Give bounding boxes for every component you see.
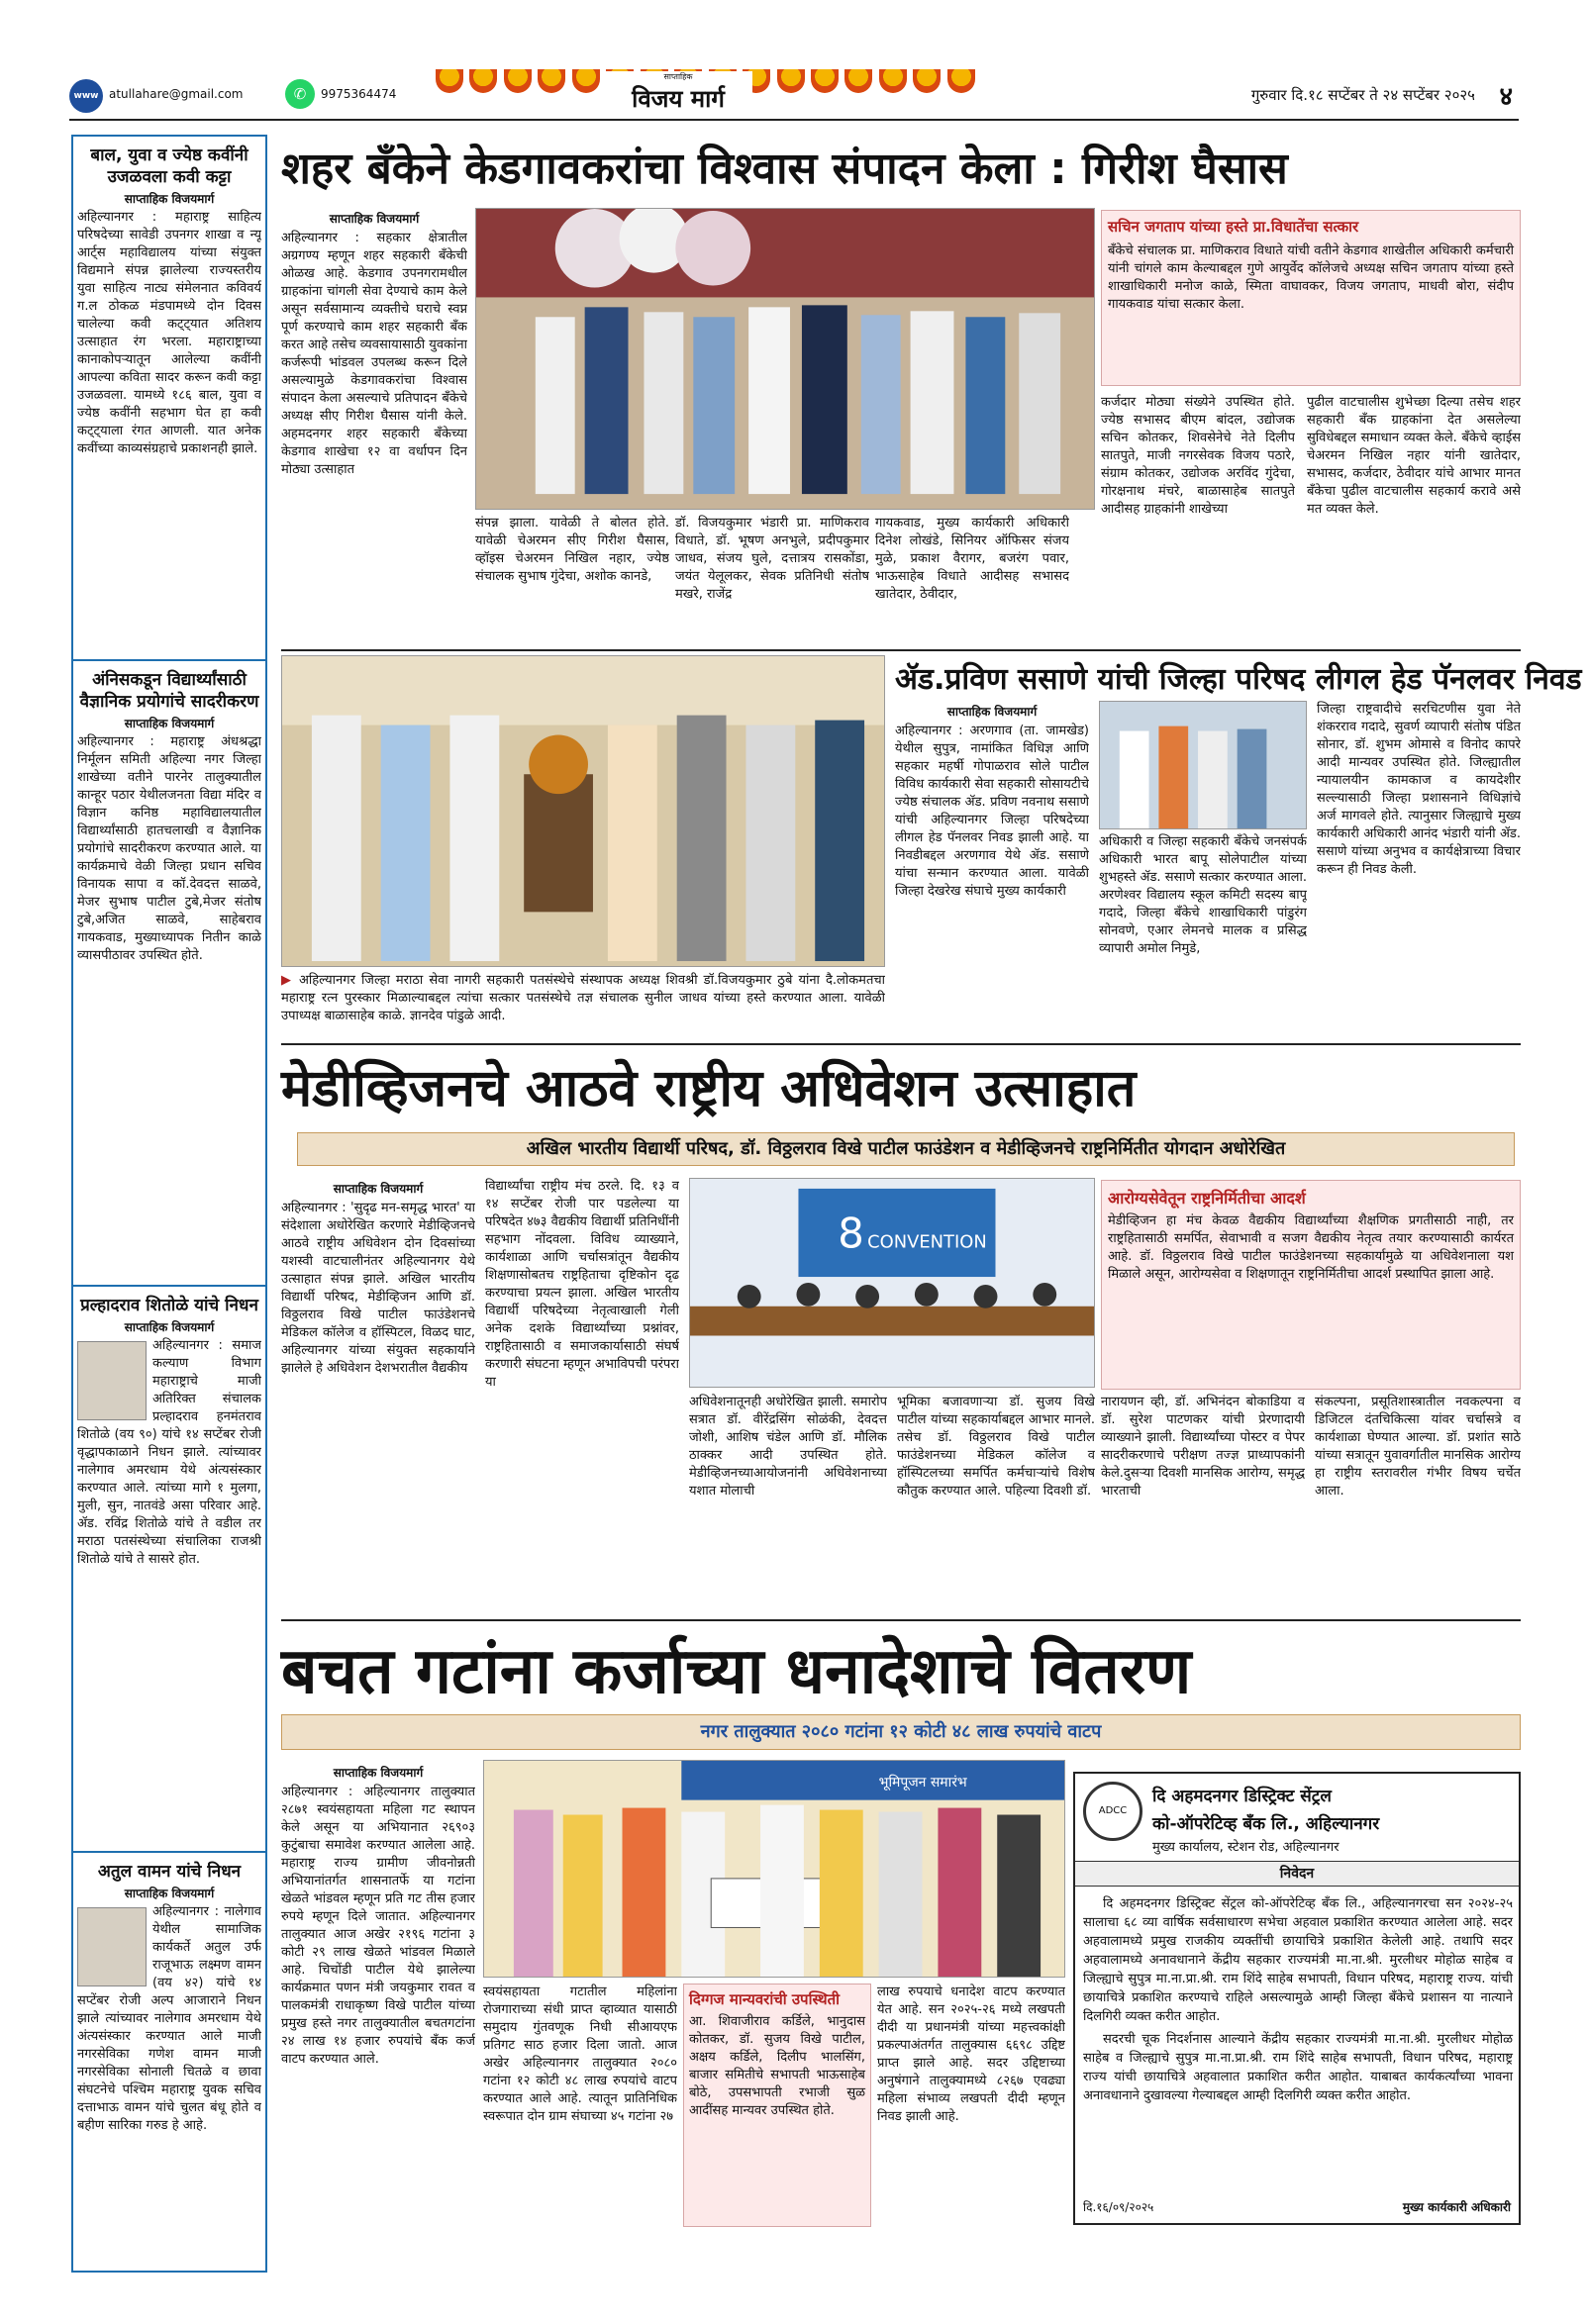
story4-col2: स्वयंसहायता गटातील महिलांना रोजगाराच्या संधी प्राप्त व्हाव्यात यासाठी समुदाय गुंतवणूक निधी सीआयएफ प्रतिगट साठ हजार दिला जातो. आज अखेर अहिल्यानगर तालुक्यात २०८० गटांना १२ कोटी ४८ लाख रुपयांचे वाटप करण्यात आले आहे. त्यातून प्रातिनिधिक स्वरूपात दोन ग्राम संघाच्या ४५ गटांना २७ xyxy=(483,1985,677,2124)
section-divider xyxy=(281,1619,1521,1621)
selection-photo xyxy=(1099,701,1307,829)
left-story-3-title: प्रल्हादराव शितोळे यांचे निधन xyxy=(80,1296,258,1315)
byline: साप्ताहिक विजयमार्ग xyxy=(333,1182,424,1196)
story3-col1-text: अहिल्यानगर : 'सुदृढ मन-समृद्ध भारत' या संदेशाला अधोरेखित करणारे मेडीव्हिजनचे आठवे राष्ट्रीय अधिवेशन दोन दिवसांच्या यशस्वी वाटचालीनंतर अहिल्यानगर येथे उत्साहात संपन्न झाले. अखिल भारतीय विद्यार्थी परिषद, मेडीव्हिजन आणि डॉ. विठ्ठलराव विखे पाटील फाउंडेशनचे मेडिकल कॉलेज व हॉस्पिटल, विळद घाट, अहिल्यानगर यांच्या संयुक्त सहकार्याने झालेले हे अधिवेशन देशभरातील वैद्यकीय xyxy=(281,1201,475,1376)
story1-headline: शहर बँकेने केडगावकरांचा विश्वास संपादन केला : गिरीश घैसास xyxy=(281,144,1288,194)
page-header xyxy=(69,69,1519,121)
divider xyxy=(73,1285,265,1287)
bank-event-photo xyxy=(475,208,1095,510)
left-story-1-title: बाल, युवा व ज्येष्ठ कवींनी उजळवला कवी कट्टा xyxy=(90,145,248,187)
story3-sidebox xyxy=(1101,1180,1521,1390)
cheque-distribution-photo xyxy=(483,1760,1065,1978)
story2-col1-text: अहिल्यानगर : अरणगाव (ता. जामखेड) येथील सुपुत्र, नामांकित विधिज्ञ आणि सहकार महर्षी गोपाळराव सोले पाटील विविध कार्यकारी सेवा सहकारी सोसायटीचे ज्येष्ठ संचालक ॲड. प्रविण नवनाथ ससाणे यांची अहिल्यानगर जिल्हा परिषदेच्या लीगल हेड पॅनलवर निवड झाली आहे. या निवडीबद्दल अरणगाव येथे ॲड. ससाणे यांचा सन्मान करण्यात आला. यावेळी जिल्हा देखरेख संघाचे मुख्य कार्यकारी xyxy=(895,724,1089,899)
byline: साप्ताहिक विजयमार्ग xyxy=(124,1887,215,1900)
caption-arrow-icon: ▶ xyxy=(281,973,299,988)
story3-col6: संकल्पना, प्रसूतिशास्त्रातील नवकल्पना व डिजिटल दंतचिकित्सा यांवर चर्चासत्रे व कार्यशाळा घेण्यात आल्या. डॉ. प्रशांत साठे यांच्या सत्रातून युवावर्गातील मानसिक आरोग्य हा राष्ट्रीय स्तरावरील गंभीर विषय चर्चेत आला. xyxy=(1315,1395,1521,1499)
convention-word: CONVENTION xyxy=(867,1231,987,1253)
story2-col1 xyxy=(895,701,1089,1037)
notice-title-1: दि अहमदनगर डिस्ट्रिक्ट सेंट्रल xyxy=(1152,1787,1332,1806)
story3-col3: अधिवेशनातूनही अधोरेखित झाली. समारोप सत्रात डॉ. वीरेंद्रसिंग सोळंकी, देवदत्त जोशी, आशिष चंडेल आणि डॉ. मौलिक ठाक्कर आदी उपस्थित होते. मेडीव्हिजनच्याआयोजनांनी अधिवेशनाच्या यशात मोलाची xyxy=(689,1395,887,1499)
masthead-small: साप्ताहिक xyxy=(663,72,693,81)
byline: साप्ताहिक विजयमार्ग xyxy=(124,192,215,206)
sidebox-title: सचिन जगताप यांच्या हस्ते प्रा.विधातेंचा सत्कार xyxy=(1108,218,1359,236)
section-divider xyxy=(281,1043,1521,1045)
story3-col2: विद्यार्थ्यांचा राष्ट्रीय मंच ठरले. दि. १३ व १४ सप्टेंबर रोजी पार पडलेल्या या परिषदेत ४७३ वैद्यकीय विद्यार्थी प्रतिनिधींनी सहभाग नोंदवला. विविध व्याख्याने, कार्यशाळा आणि चर्चासत्रांतून वैद्यकीय शिक्षणासोबतच राष्ट्रहिताचा दृष्टिकोन दृढ करण्याचा प्रयत्न झाला. अखिल भारतीय विद्यार्थी परिषदेच्या नेतृत्वाखाली गेली अनेक दशके विद्यार्थ्यांच्या प्रश्नांवर, राष्ट्रहितासाठी व समाजकार्यासाठी संघर्ष करणारी संघटना म्हणून अभाविपची परंपरा या xyxy=(485,1179,679,1390)
header-email: atullahare@gmail.com xyxy=(109,87,244,101)
masthead xyxy=(604,71,752,115)
convention-number: 8 xyxy=(838,1209,864,1258)
sidebox-title: दिग्गज मान्यवरांची उपस्थिती xyxy=(689,1990,841,2008)
notice-para-2: सदरची चूक निदर्शनास आल्याने केंद्रीय सहकार राज्यमंत्री मा.ना.श्री. मुरलीधर मोहोळ साहेब व जिल्ह्याचे सुपुत्र मा.ना.प्रा.श्री. राम शिंदे साहेब सभापती, विधान परिषद, महाराष्ट्र राज्य यांची छायाचित्रे अहवालात प्रकाशित करीत आहोत. याबाबत कार्यकर्त्यांच्या भावना अनावधानाने दुखावल्या गेल्याबद्दल आम्ही दिलगिरी व्यक्त करीत आहोत. xyxy=(1083,2032,1513,2103)
sidebox-body: मेडीव्हिजन हा मंच केवळ वैद्यकीय विद्यार्थ्यांच्या शैक्षणिक प्रगतीसाठी नाही, तर राष्ट्रहितासाठी समर्पित, सेवाभावी व सजग वैद्यकीय नेतृत्व तयार करण्यासाठी कार्यरत आहे. डॉ. विठ्ठलराव विखे पाटील फाउंडेशनच्या सहकार्यामुळे या अधिवेशनाला यश मिळाले असून, आरोग्यसेवा व शिक्षणातून राष्ट्रनिर्मितीचा आदर्श प्रस्थापित झाला आहे. xyxy=(1108,1213,1514,1282)
sidebox-body: आ. शिवाजीराव कर्डिले, भानुदास कोतकर, डॉ. सुजय विखे पाटील, अक्षय कर्डिले, दिलीप भालसिंग, बाजार समितीचे सभापती भाऊसाहेब बोठे, उपसभापती रभाजी सुळ आदींसह मान्यवर उपस्थित होते. xyxy=(689,2014,865,2118)
story4-col1-text: अहिल्यानगर : अहिल्यानगर तालुक्यात २८७१ स्वयंसहायता महिला गट स्थापन केले असून या अभियानात २६९०३ कुटुंबाचा समावेश करण्यात आलेला आहे. महाराष्ट्र राज्य ग्रामीण जीवनोन्नती अभियानांतर्गत शासनातर्फे या गटांना खेळते भांडवल म्हणून प्रति गट तीस हजार रुपये म्हणून दिले जातात. अहिल्यानगर तालुक्यात आज अखेर २१९६ गटांना ३ कोटी २९ लाख खेळते भांडवल मिळाले आहे. चिचोंडी पाटील येथे झालेल्या कार्यक्रमात पणन मंत्री जयकुमार रावत व पालकमंत्री राधाकृष्ण विखे पाटील यांच्या प्रमुख हस्ते नगर तालुक्यातील बचतगटांना २४ लाख १४ हजार रुपयांचे बँक कर्ज वाटप करण्यात आले. xyxy=(281,1785,475,2067)
notice-title-2: को-ऑपरेटिव्ह बँक लि., अहिल्यानगर xyxy=(1152,1814,1380,1834)
notice-heading: निवेदन xyxy=(1075,1861,1519,1887)
section-divider xyxy=(281,649,1521,651)
story2-col2-text: अधिकारी व जिल्हा सहकारी बँकेचे जनसंपर्क अधिकारी भारत बापू सोलेपाटील यांच्या शुभहस्ते ॲड. ससाणे सत्कार करण्यात आला. अरणेश्वर विद्यालय स्कूल कमिटी सदस्य बापू गदादे, जिल्हा बँकेचे शाखाधिकारी पांडुरंग सोनवणे, एआर लेमनचे मालक व प्रसिद्ध व्यापारी अमोल निमुडे, xyxy=(1099,834,1307,956)
story1-col1-text: अहिल्यानगर : सहकार क्षेत्रातील अग्रगण्य म्हणून शहर सहकारी बँकेची ओळख आहे. केडगाव उपनगरामधील ग्राहकांना चांगली सेवा देण्याचे काम केले असून सर्वसामान्य व्यक्तीचे घराचे स्वप्न पूर्ण करण्याचे काम शहर सहकारी बँक करत आहे तसेच व्यवसायासाठी युवकांना कर्जरूपी भांडवल उपलब्ध करून दिले असल्यामुळे केडगावकरांचा विश्वास संपादन केला असल्याचे प्रतिपादन बँकेचे अध्यक्ष सीए गिरीश घैसास यांनी केले. अहमदनगर शहर सहकारी बँकेच्या केडगाव शाखेचा १२ वा वर्धापन दिन मोठ्या उत्साहात xyxy=(281,231,467,477)
story1-sidebox xyxy=(1101,210,1521,386)
left-story-4-body: अहिल्यानगर : नालेगाव येथील सामाजिक कार्यकर्ते अतुल उर्फ राजूभाऊ लक्ष्मण वामन (वय ४२) यांचे १४ सप्टेंबर रोजी अल्प आजाराने निधन झाले त्यांच्यावर नालेगाव अमरधाम येथे अंत्यसंस्कार करण्यात आले माजी नगरसेविका गणेश वामन माजी नगरसेविका सोनाली चितळे व छावा संघटनेचे पश्चिम महाराष्ट्र युवक सचिव दत्ताभाऊ वामन यांचे चुलत बंधू होते व बहीण सारिका गरुड हे आहे. xyxy=(77,1904,261,2133)
notice-body xyxy=(1083,1894,1513,2105)
convention-photo xyxy=(689,1178,1095,1388)
story4-sidebox xyxy=(683,1984,871,2227)
left-story-1 xyxy=(77,141,261,655)
byline: साप्ताहिक विजयमार्ग xyxy=(124,1320,215,1334)
byline: साप्ताहिक विजयमार्ग xyxy=(124,717,215,730)
sidebox-body: बँकेचे संचालक प्रा. माणिकराव विधाते यांची वतीने केडगाव शाखेतील अधिकारी कर्मचारी यांनी चांगले काम केल्याबद्दल गुणे आयुर्वेद कॉलेजचे अध्यक्ष सचिन जगताप यांच्या हस्ते शाखाधिकारी मनोज काळे, स्मिता वाघावकर, विजय जगताप, माधवी बोरा, संदीप गायकवाड यांचा सत्कार केला. xyxy=(1108,243,1514,312)
left-story-3 xyxy=(77,1291,261,1845)
story3-col4: भूमिका बजावणाऱ्या डॉ. सुजय विखे पाटील यांच्या सहकार्याबद्दल आभार मानले. तसेच डॉ. विठ्ठलराव विखे पाटील फाउंडेशनच्या मेडिकल कॉलेज व हॉस्पिटलच्या समर्पित कर्मचाऱ्यांचे विशेष कौतुक करण्यात आले. पहिल्या दिवशी डॉ. xyxy=(897,1395,1095,1499)
masthead-title: विजय मार्ग xyxy=(632,84,725,113)
sidebox-title: आरोग्यसेवेतून राष्ट्रनिर्मितीचा आदर्श xyxy=(1108,1189,1306,1208)
story1-col5: कर्जदार मोठ्या संख्येने उपस्थित होते. ज्येष्ठ सभासद बीएम बांदल, उद्योजक सचिन कोतकर, शिवसेनेचे नेते दिलीप सातपुते, माजी नगरसेवक विजय पठारे, संग्राम कोतकर, उद्योजक अरविंद गुंदेचा, गोरक्षनाथ मंचरे, बाळासाहेब सातपुते आदीसह ग्राहकांनी शाखेच्या xyxy=(1101,395,1295,517)
story3-col1 xyxy=(281,1178,475,1613)
notice-para-1: दि अहमदनगर डिस्ट्रिक्ट सेंट्रल को-ऑपरेटिव्ह बँक लि., अहिल्यानगरचा सन २०२४-२५ सालाचा ६८ व्या वार्षिक सर्वसाधारण सभेचा अहवाल प्रकाशित करण्यात आलेला आहे. सदर अहवालामध्ये प्रमुख राजकीय व्यक्तींची छायाचित्रे प्रकाशित केलेली आहे. तथापि सदर अहवालामध्ये अनावधानाने केंद्रीय सहकार राज्यमंत्री मा.ना.श्री. मुरलीधर मोहोळ साहेब व जिल्ह्याचे सुपुत्र मा.ना.प्रा.श्री. राम शिंदे साहेब सभापती, विधान परिषद, महाराष्ट्र राज्य. यांची छायाचित्रे प्रकाशित करण्याचे राहिले असल्यामुळे आम्ही जिल्हा बँकेचे प्रशासन या नात्याने दिलगिरी व्यक्त करीत आहोत. xyxy=(1083,1896,1513,2024)
globe-icon: www xyxy=(69,79,103,113)
byline: साप्ताहिक विजयमार्ग xyxy=(333,1766,424,1780)
divider xyxy=(73,1851,265,1853)
story2-col3: जिल्हा राष्ट्रवादीचे सरचिटणीस युवा नेते शंकरराव गदादे, सुवर्ण व्यापारी संतोष पंडित सोनार, डॉ. शुभम ओमासे व विनोद कापरे आदी मान्यवर उपस्थित होते. जिल्ह्यातील न्यायालयीन कामकाज व कायदेशीर सल्ल्यासाठी जिल्हा प्रशासनाने विधिज्ञांचे अर्ज मागवले होते. त्यानुसार जिल्ह्याचे मुख्य कार्यकारी अधिकारी आनंद भंडारी यांनी ॲड. ससाणे यांच्या अनुभव व कार्यक्षेत्राच्या विचार करून ही निवड केली. xyxy=(1317,702,1521,877)
whatsapp-icon: ✆ xyxy=(285,79,315,109)
story3-col5: नारायणन व्ही, डॉ. अभिनंदन बोकाडिया व डॉ. सुरेश पाटणकर यांची प्रेरणादायी व्याख्याने झाली. विद्यार्थ्यांच्या पोस्टर व पेपर सादरीकरणाचे परीक्षण तज्ज्ञ प्राध्यापकांनी केले.दुसऱ्या दिवशी मानसिक आरोग्य, समृद्ध भारताची xyxy=(1101,1395,1305,1499)
story1-col1 xyxy=(281,208,467,643)
portrait-photo xyxy=(77,1907,147,1986)
story2-col2 xyxy=(1099,701,1307,1037)
issue-date: गुरुवार दि.१८ सप्टेंबर ते २४ सप्टेंबर २०२५ xyxy=(1250,86,1475,104)
felicitation-photo xyxy=(281,655,885,967)
byline: साप्ताहिक विजयमार्ग xyxy=(946,705,1038,719)
photo-caption xyxy=(281,972,885,1035)
left-story-1-body: अहिल्यानगर : महाराष्ट्र साहित्य परिषदेच्या सावेडी उपनगर शाखा व न्यू आर्ट्स महाविद्यालय यांच्या संयुक्त विद्यमाने संपन्न झालेल्या राज्यस्तरीय युवा साहित्य नाट्य संमेलनात कविवर्य ग.ल ठोकळ मंडपामध्ये दोन दिवस चालेल्या कवी कट्ट्यात अतिशय उत्साहात रंग भरला. महाराष्ट्राच्या कानाकोपऱ्यातून आलेल्या कवींनी आपल्या कविता सादर करून कवी कट्टा उजळवला. यामध्ये १८६ बाल, युवा व ज्येष्ठ कवींनी सहभाग घेत हा कवी कट्ट्याला रंगत आणली. यात अनेक कवींच्या काव्यसंग्रहाचे प्रकाशनही झाले. xyxy=(77,210,261,456)
story3-subhead: अखिल भारतीय विद्यार्थी परिषद, डॉ. विठ्ठलराव विखे पाटील फाउंडेशन व मेडीव्हिजनचे राष्ट्रनिर्मितीत योगदान अधोरेखित xyxy=(297,1132,1515,1166)
portrait-photo xyxy=(77,1341,147,1420)
event-banner-text: भूमिपूजन समारंभ xyxy=(878,1774,967,1791)
bank-logo-icon: ADCC xyxy=(1083,1782,1142,1841)
story1-col6: पुढील वाटचालीस शुभेच्छा दिल्या तसेच शहर सहकारी बँक ग्राहकांना देत असलेल्या सुविधेबद्दल समाधान व्यक्त केले. बँकेचे व्हाईस चेअरमन निखिल नहार यांनी खातेदार, सभासद, कर्जदार, ठेवीदार यांचे आभार मानत बँकेचा पुढील वाटचालीस सहकार्य करावे असे मत व्यक्त केले. xyxy=(1307,395,1521,517)
left-story-2-title: अंनिसकडून विद्यार्थ्यांसाठी वैज्ञानिक प्रयोगांचे सादरीकरण xyxy=(79,670,259,712)
story1-col2: संपन्न झाला. यावेळी ते बोलत होते. यावेळी चेअरमन सीए गिरीश घैसास, व्हॉइस चेअरमन निखिल नहार, ज्येष्ठ संचालक सुभाष गुंदेचा, अशोक कानडे, xyxy=(475,516,669,584)
notice-signature: मुख्य कार्यकारी अधिकारी xyxy=(1402,2200,1511,2214)
story4-col3: लाख रुपयाचे धनादेश वाटप करण्यात येत आहे. सन २०२५-२६ मध्ये लखपती दीदी या प्रधानमंत्री यांच्या महत्त्वकांक्षी प्रकल्पाअंतर्गत तालुक्यास ६६९८ उद्दिष्ट प्राप्त झाले आहे. सदर उद्दिष्टाच्या अनुषंगाने तालुक्यामध्ये ८२६७ एवढ्या महिला संभाव्य लखपती दीदी म्हणून निवड झाली आहे. xyxy=(877,1985,1065,2124)
left-story-4 xyxy=(77,1857,261,2269)
story2-headline: ॲड.प्रविण ससाणे यांची जिल्हा परिषद लीगल हेड पॅनलवर निवड xyxy=(895,662,1582,697)
left-column xyxy=(71,135,267,2273)
notice-date: दि.१६/०९/२०२५ xyxy=(1083,2200,1154,2214)
story1-col4: गायकवाड, मुख्य कार्यकारी अधिकारी दिनेश लोखंडे, सिनियर ऑफिसर संजय मुळे, प्रकाश वैरागर, बजरंग पवार, भाऊसाहेब विधाते आदीसह सभासद खातेदार, ठेवीदार, xyxy=(875,516,1069,602)
left-story-4-title: अतुल वामन यांचे निधन xyxy=(97,1862,242,1882)
story3-headline: मेडीव्हिजनचे आठवे राष्ट्रीय अधिवेशन उत्साहात xyxy=(281,1059,1137,1118)
byline: साप्ताहिक विजयमार्ग xyxy=(329,212,420,226)
bank-notice xyxy=(1073,1772,1521,2225)
page-number: ४ xyxy=(1499,82,1513,112)
divider xyxy=(73,659,265,661)
left-story-2-body: अहिल्यानगर : महाराष्ट्र अंधश्रद्धा निर्मूलन समिती अहिल्या नगर जिल्हा शाखेच्या वतीने पारनेर तालुक्यातील कान्हूर पठार येथीलजनता विद्या मंदिर व विज्ञान कनिष्ठ महाविद्यालयातील विद्यार्थ्यांसाठी हातचलाखी व वैज्ञानिक प्रयोगांचे सादरीकरण करण्यात आले. या कार्यक्रमाचे वेळी जिल्हा प्रधान सचिव विनायक सापा व कॉ.देवदत्त साळवे, मेजर सुभाष पाटील टुबे,मेजर संतोष टुबे,अजित साळवे, साहेबराव गायकवाड, मुख्याध्यापक नितीन काळे व्यासपीठावर उपस्थित होते. xyxy=(77,734,261,963)
left-story-3-body: अहिल्यानगर : समाज कल्याण विभाग महाराष्ट्राचे माजी अतिरिक्त संचालक प्रल्हादराव हनमंतराव शितोळे (वय ९०) यांचे १४ सप्टेंबर रोजी वृद्धापकाळाने निधन झाले. त्यांच्यावर नालेगाव अमरधाम येथे अंत्यसंस्कार करण्यात आले. त्यांच्या मागे १ मुलगा, मुली, सुन, नातवंडे असा परिवार आहे. ॲड. रविंद्र शितोळे यांचे ते वडील तर मराठा पतसंस्थेच्या संचालिका राजश्री शितोळे यांचे ते सासरे होत. xyxy=(77,1338,261,1567)
notice-address: मुख्य कार्यालय, स्टेशन रोड, अहिल्यानगर xyxy=(1152,1840,1340,1855)
story4-headline: बचत गटांना कर्जाच्या धनादेशाचे वितरण xyxy=(281,1635,1192,1708)
story4-subhead: नगर तालुक्यात २०८० गटांना १२ कोटी ४८ लाख रुपयांचे वाटप xyxy=(281,1714,1521,1750)
story4-col1 xyxy=(281,1762,475,2227)
story1-col3: डॉ. विजयकुमार भंडारी प्रा. माणिकराव विधाते, डॉ. भूषण अनभुले, प्रदीपकुमार जाधव, संजय घुले, दत्तात्रय रासकोंडा, जयंत येलूलकर, सेवक प्रतिनिधी संतोष मखरे, राजेंद्र xyxy=(675,516,869,602)
caption-text: अहिल्यानगर जिल्हा मराठा सेवा नागरी सहकारी पतसंस्थेचे संस्थापक अध्यक्ष शिवश्री डॉ.विजयकुमार ठुबे यांना दै.लोकमतचा महाराष्ट्र रत्न पुरस्कार मिळाल्याबद्दल त्यांचा सत्कार पतसंस्थेचे तज्ञ संचालक सुनील जाधव यांच्या हस्ते करण्यात आला. यावेळी उपाध्यक्ष बाळासाहेब काळे. ज्ञानदेव पांडुळे आदी. xyxy=(281,973,885,1023)
header-phone: 9975364474 xyxy=(321,87,397,101)
left-story-2 xyxy=(77,665,261,1279)
